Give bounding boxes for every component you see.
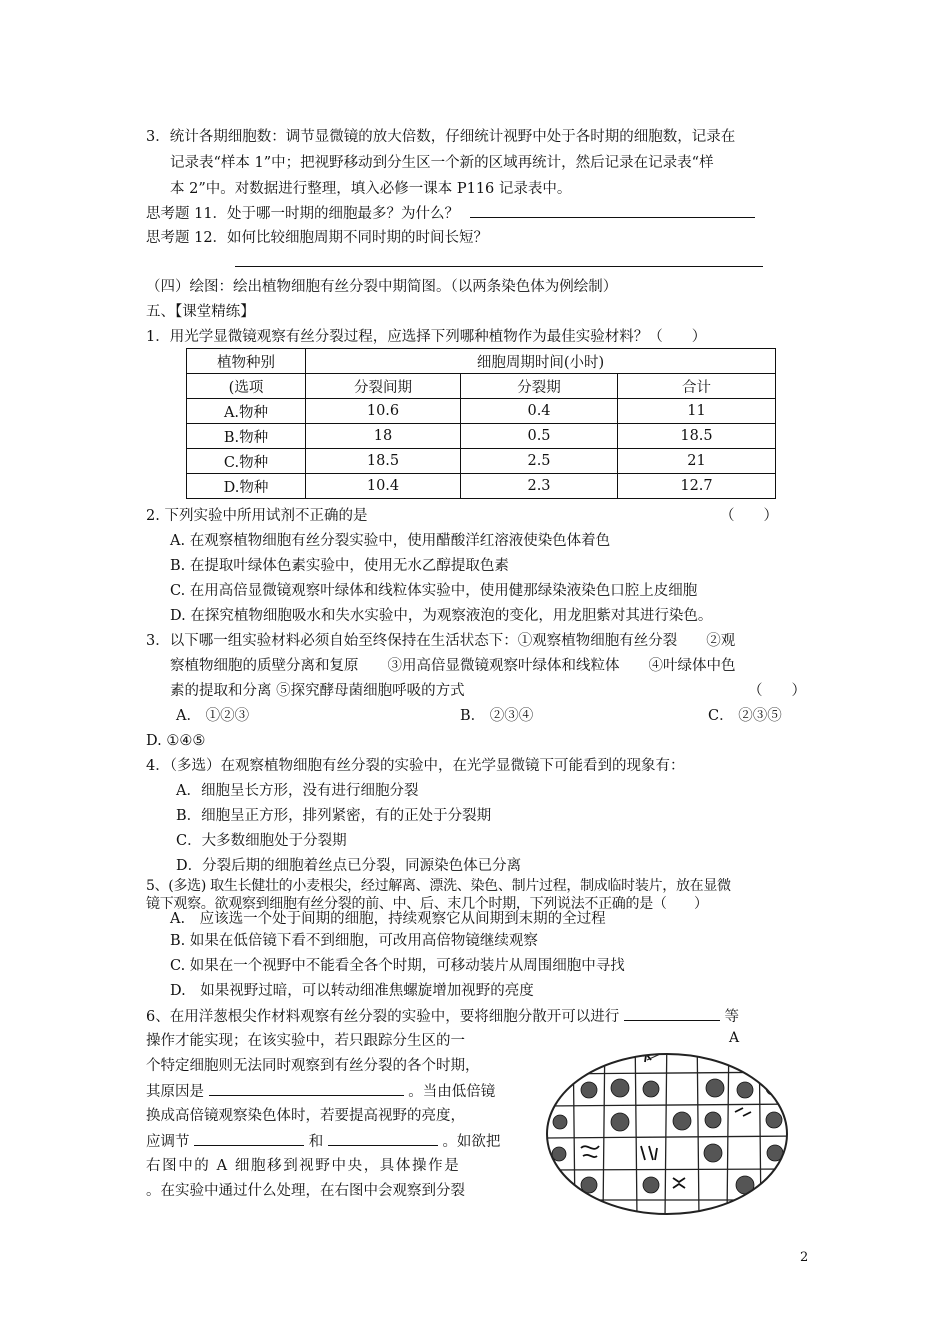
cells-illustration (545, 1028, 800, 1218)
q3-option-a: A． ①②③ (176, 708, 250, 724)
q4-option-c: C．大多数细胞处于分裂期 (176, 833, 347, 849)
q6-line6 (146, 1131, 500, 1152)
q5-option-b: B. 如果在低倍镜下看不到细胞，可改用高倍物镜继续观察 (170, 933, 538, 949)
q6-line3: 个特定细胞则无法同时观察到有丝分裂的各个时期， (146, 1058, 480, 1074)
onion-root-tip-figure (545, 1028, 800, 1218)
cell-value: 2.5 (461, 449, 618, 474)
answer-blank-line[interactable] (235, 266, 763, 267)
cell-value: 11 (618, 399, 776, 424)
q6-line2: 操作才能实现；在该实验中，若只跟踪分生区的一 (146, 1033, 465, 1049)
q3-option-c: C． ②③⑤ (708, 708, 782, 724)
table-header-total: 合计 (618, 374, 776, 399)
table-header-mitosis: 分裂期 (461, 374, 618, 399)
cell-value: 18 (306, 424, 461, 449)
page-number: 2 (800, 1250, 809, 1265)
q6-line7: 右图中的 A 细胞移到视野中央，具体操作是 (146, 1158, 461, 1174)
q2-option-c: C. 在用高倍显微镜观察叶绿体和线粒体实验中，使用健那绿染液染色口腔上皮细胞 (170, 583, 698, 599)
q6-line6-c: 。如欲把 (442, 1134, 501, 1150)
cell-value: 0.4 (461, 399, 618, 424)
q6-line4-end: 。当由低倍镜 (408, 1084, 496, 1100)
q6-line1 (146, 1006, 739, 1027)
q3-option-b: B． ②③④ (460, 708, 534, 724)
cell-value: 18.5 (306, 449, 461, 474)
q6-line6-a: 应调节 (146, 1134, 190, 1150)
think-question-11-text: 思考题 11．处于哪一时期的细胞最多？为什么？ (146, 206, 460, 222)
q4-option-d: D．分裂后期的细胞着丝点已分裂，同源染色体已分离 (176, 858, 522, 874)
table-header-interphase: 分裂间期 (306, 374, 461, 399)
q5-option-a: A. 应该选一个处于间期的细胞，持续观察它从间期到末期的全过程 (170, 911, 606, 927)
table-header-option: (选项 (187, 374, 306, 399)
think-question-11 (146, 203, 755, 224)
table-row (187, 449, 776, 474)
answer-blank[interactable] (209, 1081, 404, 1096)
cell-value: 12.7 (618, 474, 776, 499)
q3-line1: 3．以下哪一组实验材料必须自始至终保持在生活状态下：①观察植物细胞有丝分裂 ②观 (146, 633, 736, 649)
q6-line4 (146, 1081, 495, 1102)
q3-option-d: D. ①④⑤ (146, 733, 206, 749)
think-question-12: 思考题 12．如何比较细胞周期不同时期的时间长短？ (146, 230, 489, 246)
q2-option-d: D. 在探究植物细胞吸水和失水实验中，为观察液泡的变化，用龙胆紫对其进行染色。 (170, 608, 713, 624)
cell-value: 18.5 (618, 424, 776, 449)
q5-option-c: C. 如果在一个视野中不能看全各个时期，可移动装片从周围细胞中寻找 (170, 958, 625, 974)
answer-blank[interactable] (470, 203, 755, 218)
table-row (187, 424, 776, 449)
q6-line1-end: 等 (724, 1009, 739, 1025)
q4-stem: 4．（多选）在观察植物细胞有丝分裂的实验中，在光学显微镜下可能看到的现象有： (146, 758, 685, 774)
section3-line1: 3．统计各期细胞数：调节显微镜的放大倍数，仔细统计视野中处于各时期的细胞数，记录在 (146, 129, 736, 145)
q6-line5: 换成高倍镜观察染色体时，若要提高视野的亮度， (146, 1108, 465, 1124)
cell-value: 2.3 (461, 474, 618, 499)
drawing-instruction: （四）绘图：绘出植物细胞有丝分裂中期简图。（以两条染色体为例绘制） (146, 279, 618, 295)
table-row (187, 474, 776, 499)
cell-value: 10.4 (306, 474, 461, 499)
q2-answer-paren: （ ） (720, 508, 778, 524)
q6-line8: 。在实验中通过什么处理，在右图中会观察到分裂 (146, 1183, 465, 1199)
q2-option-a: A. 在观察植物细胞有丝分裂实验中，使用醋酸洋红溶液使染色体着色 (170, 533, 611, 549)
practice-heading: 五、【课堂精练】 (146, 304, 255, 320)
q6-line4-text: 其原因是 (146, 1084, 204, 1100)
section3-line2: 记录表“样本 1”中；把视野移动到分生区一个新的区域再统计，然后记录在记录表“样 (170, 155, 714, 171)
q6-line6-b: 和 (308, 1134, 324, 1150)
table-row (187, 399, 776, 424)
answer-blank[interactable] (624, 1006, 720, 1021)
row-species: B.物种 (187, 424, 306, 449)
q4-option-a: A．细胞呈长方形，没有进行细胞分裂 (176, 783, 419, 799)
q3-line3: 素的提取和分离 ⑤探究酵母菌细胞呼吸的方式 (170, 683, 465, 699)
q5-option-d: D. 如果视野过暗，可以转动细准焦螺旋增加视野的亮度 (170, 983, 534, 999)
q2-option-b: B. 在提取叶绿体色素实验中，使用无水乙醇提取色素 (170, 558, 509, 574)
q1-stem: 1．用光学显微镜观察有丝分裂过程，应选择下列哪种植物作为最佳实验材料？（ ） (146, 329, 707, 345)
q5-line2: 镜下观察。欲观察到细胞有丝分裂的前、中、后、末几个时期，下列说法不正确的是（ ） (146, 896, 708, 912)
cell-value: 21 (618, 449, 776, 474)
q2-stem: 2. 下列实验中所用试剂不正确的是 (146, 508, 368, 524)
q4-option-b: B．细胞呈正方形，排列紧密，有的正处于分裂期 (176, 808, 492, 824)
row-species: D.物种 (187, 474, 306, 499)
q3-line2: 察植物细胞的质壁分离和复原 ③用高倍显微镜观察叶绿体和线粒体 ④叶绿体中色 (170, 658, 736, 674)
q6-line1-text: 6、在用洋葱根尖作材料观察有丝分裂的实验中，要将细胞分散开可以进行 (146, 1009, 620, 1025)
cell-value: 0.5 (461, 424, 618, 449)
species-cell-cycle-table (186, 348, 776, 499)
section3-line3: 本 2”中。对数据进行整理，填入必修一课本 P116 记录表中。 (170, 181, 572, 197)
row-species: A.物种 (187, 399, 306, 424)
row-species: C.物种 (187, 449, 306, 474)
answer-blank[interactable] (194, 1131, 304, 1146)
answer-blank[interactable] (328, 1131, 438, 1146)
table-header-cycle: 细胞周期时间(小时) (306, 349, 776, 374)
cell-value: 10.6 (306, 399, 461, 424)
table-header-species: 植物种别 (187, 349, 306, 374)
q3-answer-paren: （ ） (748, 683, 806, 699)
q5-line1: 5、(多选) 取生长健壮的小麦根尖，经过解离、漂洗、染色、制片过程，制成临时装片，放在显微 (146, 878, 731, 894)
cell-a-label: A (729, 1030, 740, 1046)
